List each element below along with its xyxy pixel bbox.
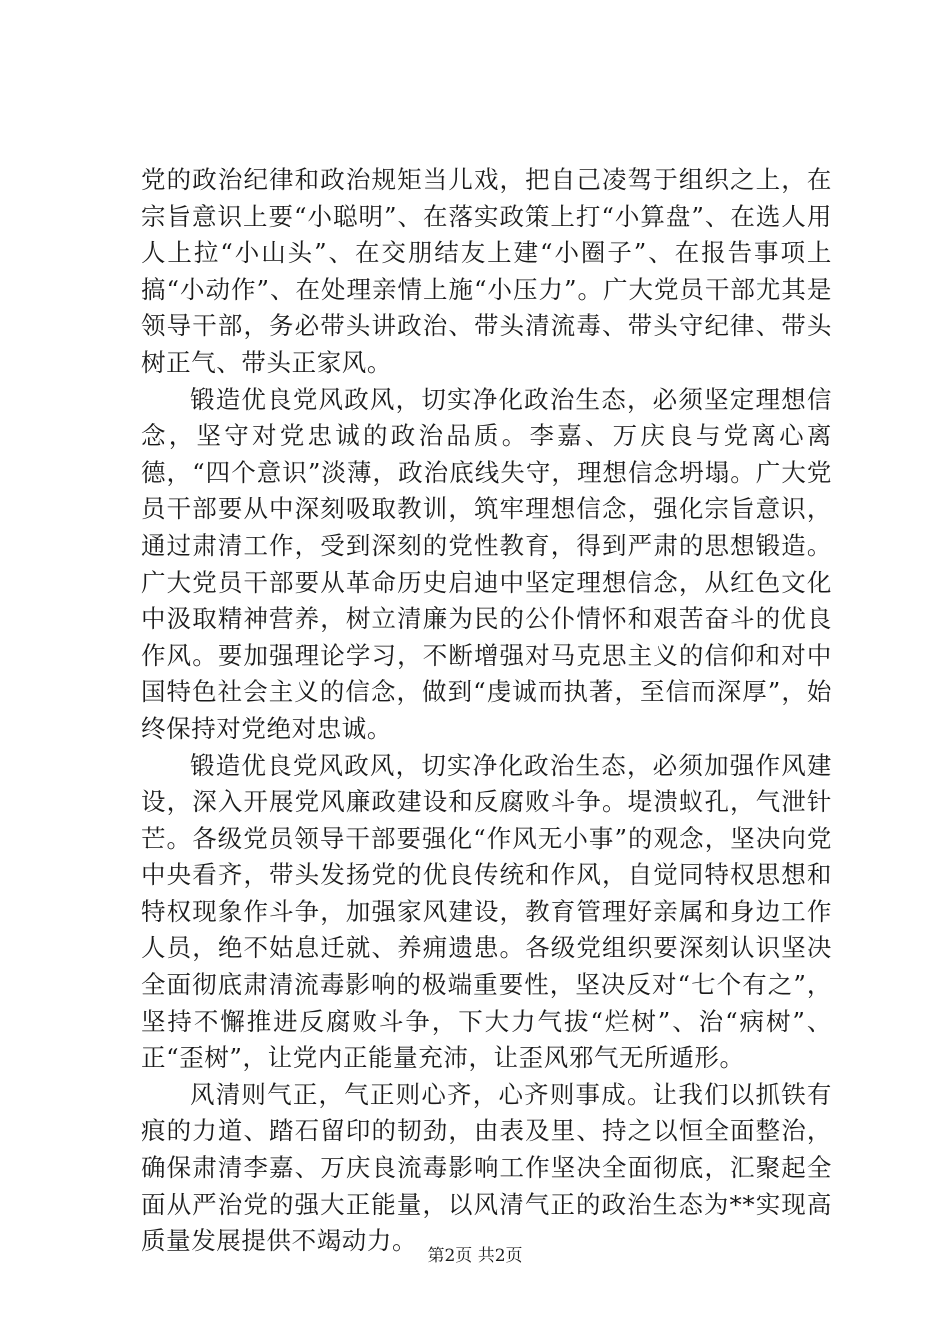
paragraph-continued: 党的政治纪律和政治规矩当儿戏，把自己凌驾于组织之上，在宗旨意识上要“小聪明”、在落实政策上打“小算盘”、在选人用人上拉“小山头”、在交朋结友上建“小圈子”、在报告事项上搞“小动作”、在处理亲情上施“小压力”。广大党员干部尤其是领导干部，务必带头讲政治、带头清流毒、带头守纪律、带头树正气、带头正家风。 (141, 165, 832, 377)
document-body (141, 162, 832, 1260)
page-number-footer: 第2页 共2页 (427, 1246, 523, 1266)
paragraph-conclusion: 风清则气正，气正则心齐，心齐则事成。让我们以抓铁有痕的力道、踏石留印的韧劲，由表及里、持之以恒全面整治，确保肃清李嘉、万庆良流毒影响工作坚决全面彻底，汇聚起全面从严治党的强大正能量，以风清气正的政治生态为**实现高质量发展提供不竭动力。 (141, 1079, 832, 1256)
paragraph-ideals: 锻造优良党风政风，切实净化政治生态，必须坚定理想信念，坚守对党忠诚的政治品质。李嘉、万庆良与党离心离德，“四个意识”淡薄，政治底线失守，理想信念坍塌。广大党员干部要从中深刻吸取教训，筑牢理想信念，强化宗旨意识，通过肃清工作，受到深刻的党性教育，得到严肃的思想锻造。广大党员干部要从革命历史启迪中坚定理想信念，从红色文化中汲取精神营养，树立清廉为民的公仆情怀和艰苦奋斗的优良作风。要加强理论学习，不断增强对马克思主义的信仰和对中国特色社会主义的信念，做到“虔诚而执著，至信而深厚”，始终保持对党绝对忠诚。 (141, 384, 832, 743)
paragraph-work-style: 锻造优良党风政风，切实净化政治生态，必须加强作风建设，深入开展党风廉政建设和反腐败斗争。堤溃蚁孔，气泄针芒。各级党员领导干部要强化“作风无小事”的观念，坚决向党中央看齐，带头发扬党的优良传统和作风，自觉同特权思想和特权现象作斗争，加强家风建设，教育管理好亲属和身边工作人员，绝不姑息迁就、养痈遗患。各级党组织要深刻认识坚决全面彻底肃清流毒影响的极端重要性，坚决反对“七个有之”，坚持不懈推进反腐败斗争，下大力气拔“烂树”、治“病树”、正“歪树”，让党内正能量充沛，让歪风邪气无所遁形。 (141, 750, 832, 1073)
